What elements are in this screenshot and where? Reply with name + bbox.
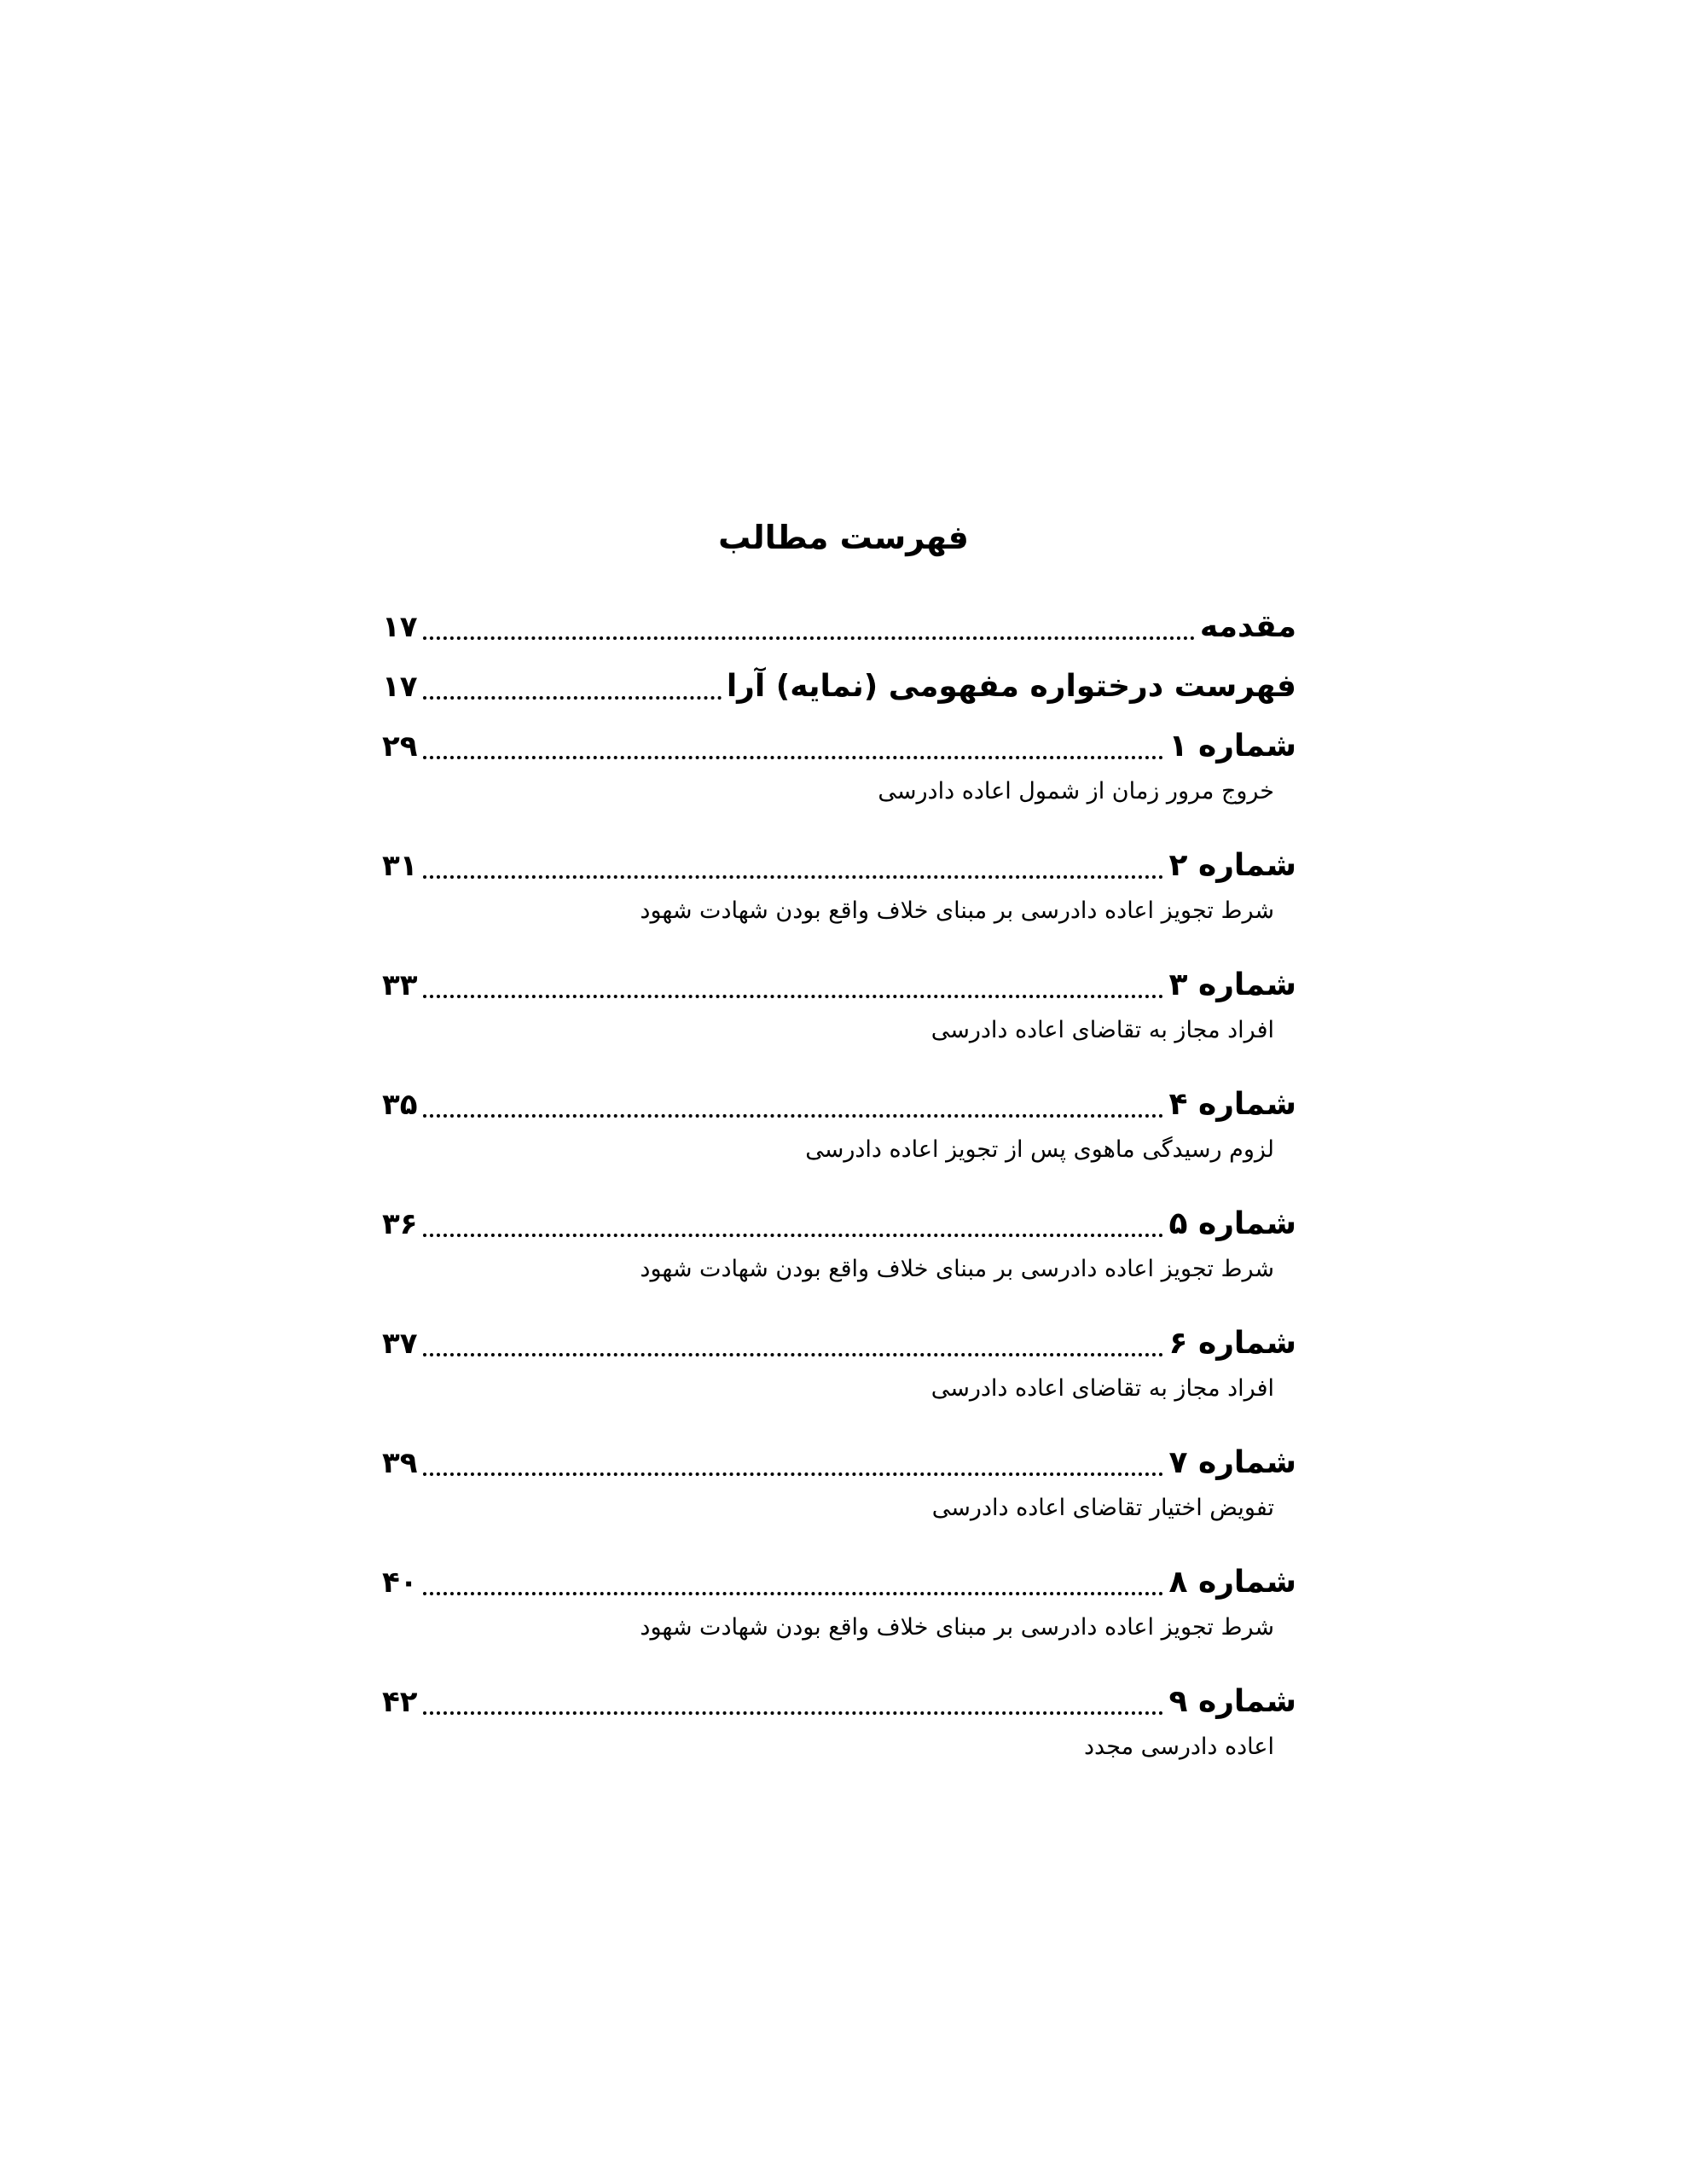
leader-dots	[423, 1234, 1164, 1237]
toc-entry	[382, 1664, 1296, 1783]
toc-heading: شماره ۳	[1168, 967, 1296, 1002]
table-of-contents	[382, 589, 1296, 1783]
toc-page-number: ۳۶	[382, 1207, 418, 1241]
toc-line[interactable]	[382, 1425, 1296, 1484]
leader-dots	[423, 1592, 1164, 1595]
toc-entry	[382, 1425, 1296, 1544]
toc-page-number: ۱۷	[382, 670, 418, 704]
toc-subtitle: لزوم رسیدگی ماهوی پس از تجویز اعاده دادرسی	[805, 1136, 1274, 1163]
toc-entry	[382, 589, 1296, 648]
toc-heading: شماره ۷	[1168, 1445, 1296, 1480]
toc-entry	[382, 1066, 1296, 1186]
toc-line[interactable]	[382, 708, 1296, 768]
leader-dots	[423, 636, 1195, 640]
toc-page-number: ۳۷	[382, 1327, 418, 1361]
toc-page-number: ۳۱	[382, 849, 418, 883]
toc-entry	[382, 1305, 1296, 1425]
toc-entry	[382, 947, 1296, 1066]
toc-heading: شماره ۴	[1168, 1087, 1296, 1122]
toc-heading: شماره ۱	[1168, 729, 1296, 764]
toc-subtitle: خروج مرور زمان از شمول اعاده دادرسی	[878, 778, 1274, 804]
toc-line[interactable]	[382, 589, 1296, 648]
toc-subtitle: شرط تجویز اعاده دادرسی بر مبنای خلاف واقع بودن شهادت شهود	[640, 897, 1274, 924]
toc-page-number: ۳۳	[382, 968, 418, 1002]
toc-heading: مقدمه	[1199, 609, 1296, 644]
toc-line[interactable]	[382, 648, 1296, 708]
toc-line[interactable]	[382, 1664, 1296, 1723]
page-title: فهرست مطالب	[718, 519, 969, 556]
leader-dots	[423, 696, 722, 700]
toc-page-number: ۱۷	[382, 610, 418, 644]
toc-subtitle: افراد مجاز به تقاضای اعاده دادرسی	[930, 1375, 1274, 1402]
toc-entry	[382, 1544, 1296, 1664]
toc-heading: شماره ۹	[1168, 1684, 1296, 1719]
toc-subtitle: افراد مجاز به تقاضای اعاده دادرسی	[930, 1017, 1274, 1043]
toc-entry	[382, 648, 1296, 708]
toc-line[interactable]	[382, 1544, 1296, 1604]
toc-line[interactable]	[382, 1305, 1296, 1365]
toc-page-number: ۳۹	[382, 1446, 418, 1480]
leader-dots	[423, 1114, 1164, 1118]
toc-subtitle: شرط تجویز اعاده دادرسی بر مبنای خلاف واقع بودن شهادت شهود	[640, 1256, 1274, 1282]
toc-line[interactable]	[382, 1186, 1296, 1246]
leader-dots	[423, 995, 1164, 998]
leader-dots	[423, 756, 1164, 759]
toc-entry	[382, 708, 1296, 828]
toc-subtitle: شرط تجویز اعاده دادرسی بر مبنای خلاف واقع بودن شهادت شهود	[640, 1614, 1274, 1641]
toc-page-number: ۴۲	[382, 1685, 418, 1719]
toc-page-number: ۳۵	[382, 1088, 418, 1122]
toc-subtitle: تفویض اختیار تقاضای اعاده دادرسی	[931, 1495, 1274, 1521]
toc-heading: شماره ۸	[1168, 1565, 1296, 1600]
toc-line[interactable]	[382, 828, 1296, 887]
toc-subtitle: اعاده دادرسی مجدد	[1084, 1734, 1274, 1760]
toc-page-number: ۴۰	[382, 1565, 418, 1600]
leader-dots	[423, 1353, 1164, 1356]
toc-heading: فهرست درختواره مفهومی (نمایه) آرا	[726, 669, 1296, 704]
toc-entry	[382, 828, 1296, 947]
leader-dots	[423, 1472, 1164, 1476]
toc-heading: شماره ۲	[1168, 848, 1296, 883]
toc-heading: شماره ۶	[1168, 1326, 1296, 1361]
toc-line[interactable]	[382, 947, 1296, 1007]
toc-heading: شماره ۵	[1168, 1206, 1296, 1241]
toc-page-number: ۲۹	[382, 729, 418, 764]
toc-entry	[382, 1186, 1296, 1305]
leader-dots	[423, 1711, 1164, 1715]
leader-dots	[423, 875, 1164, 879]
toc-line[interactable]	[382, 1066, 1296, 1126]
